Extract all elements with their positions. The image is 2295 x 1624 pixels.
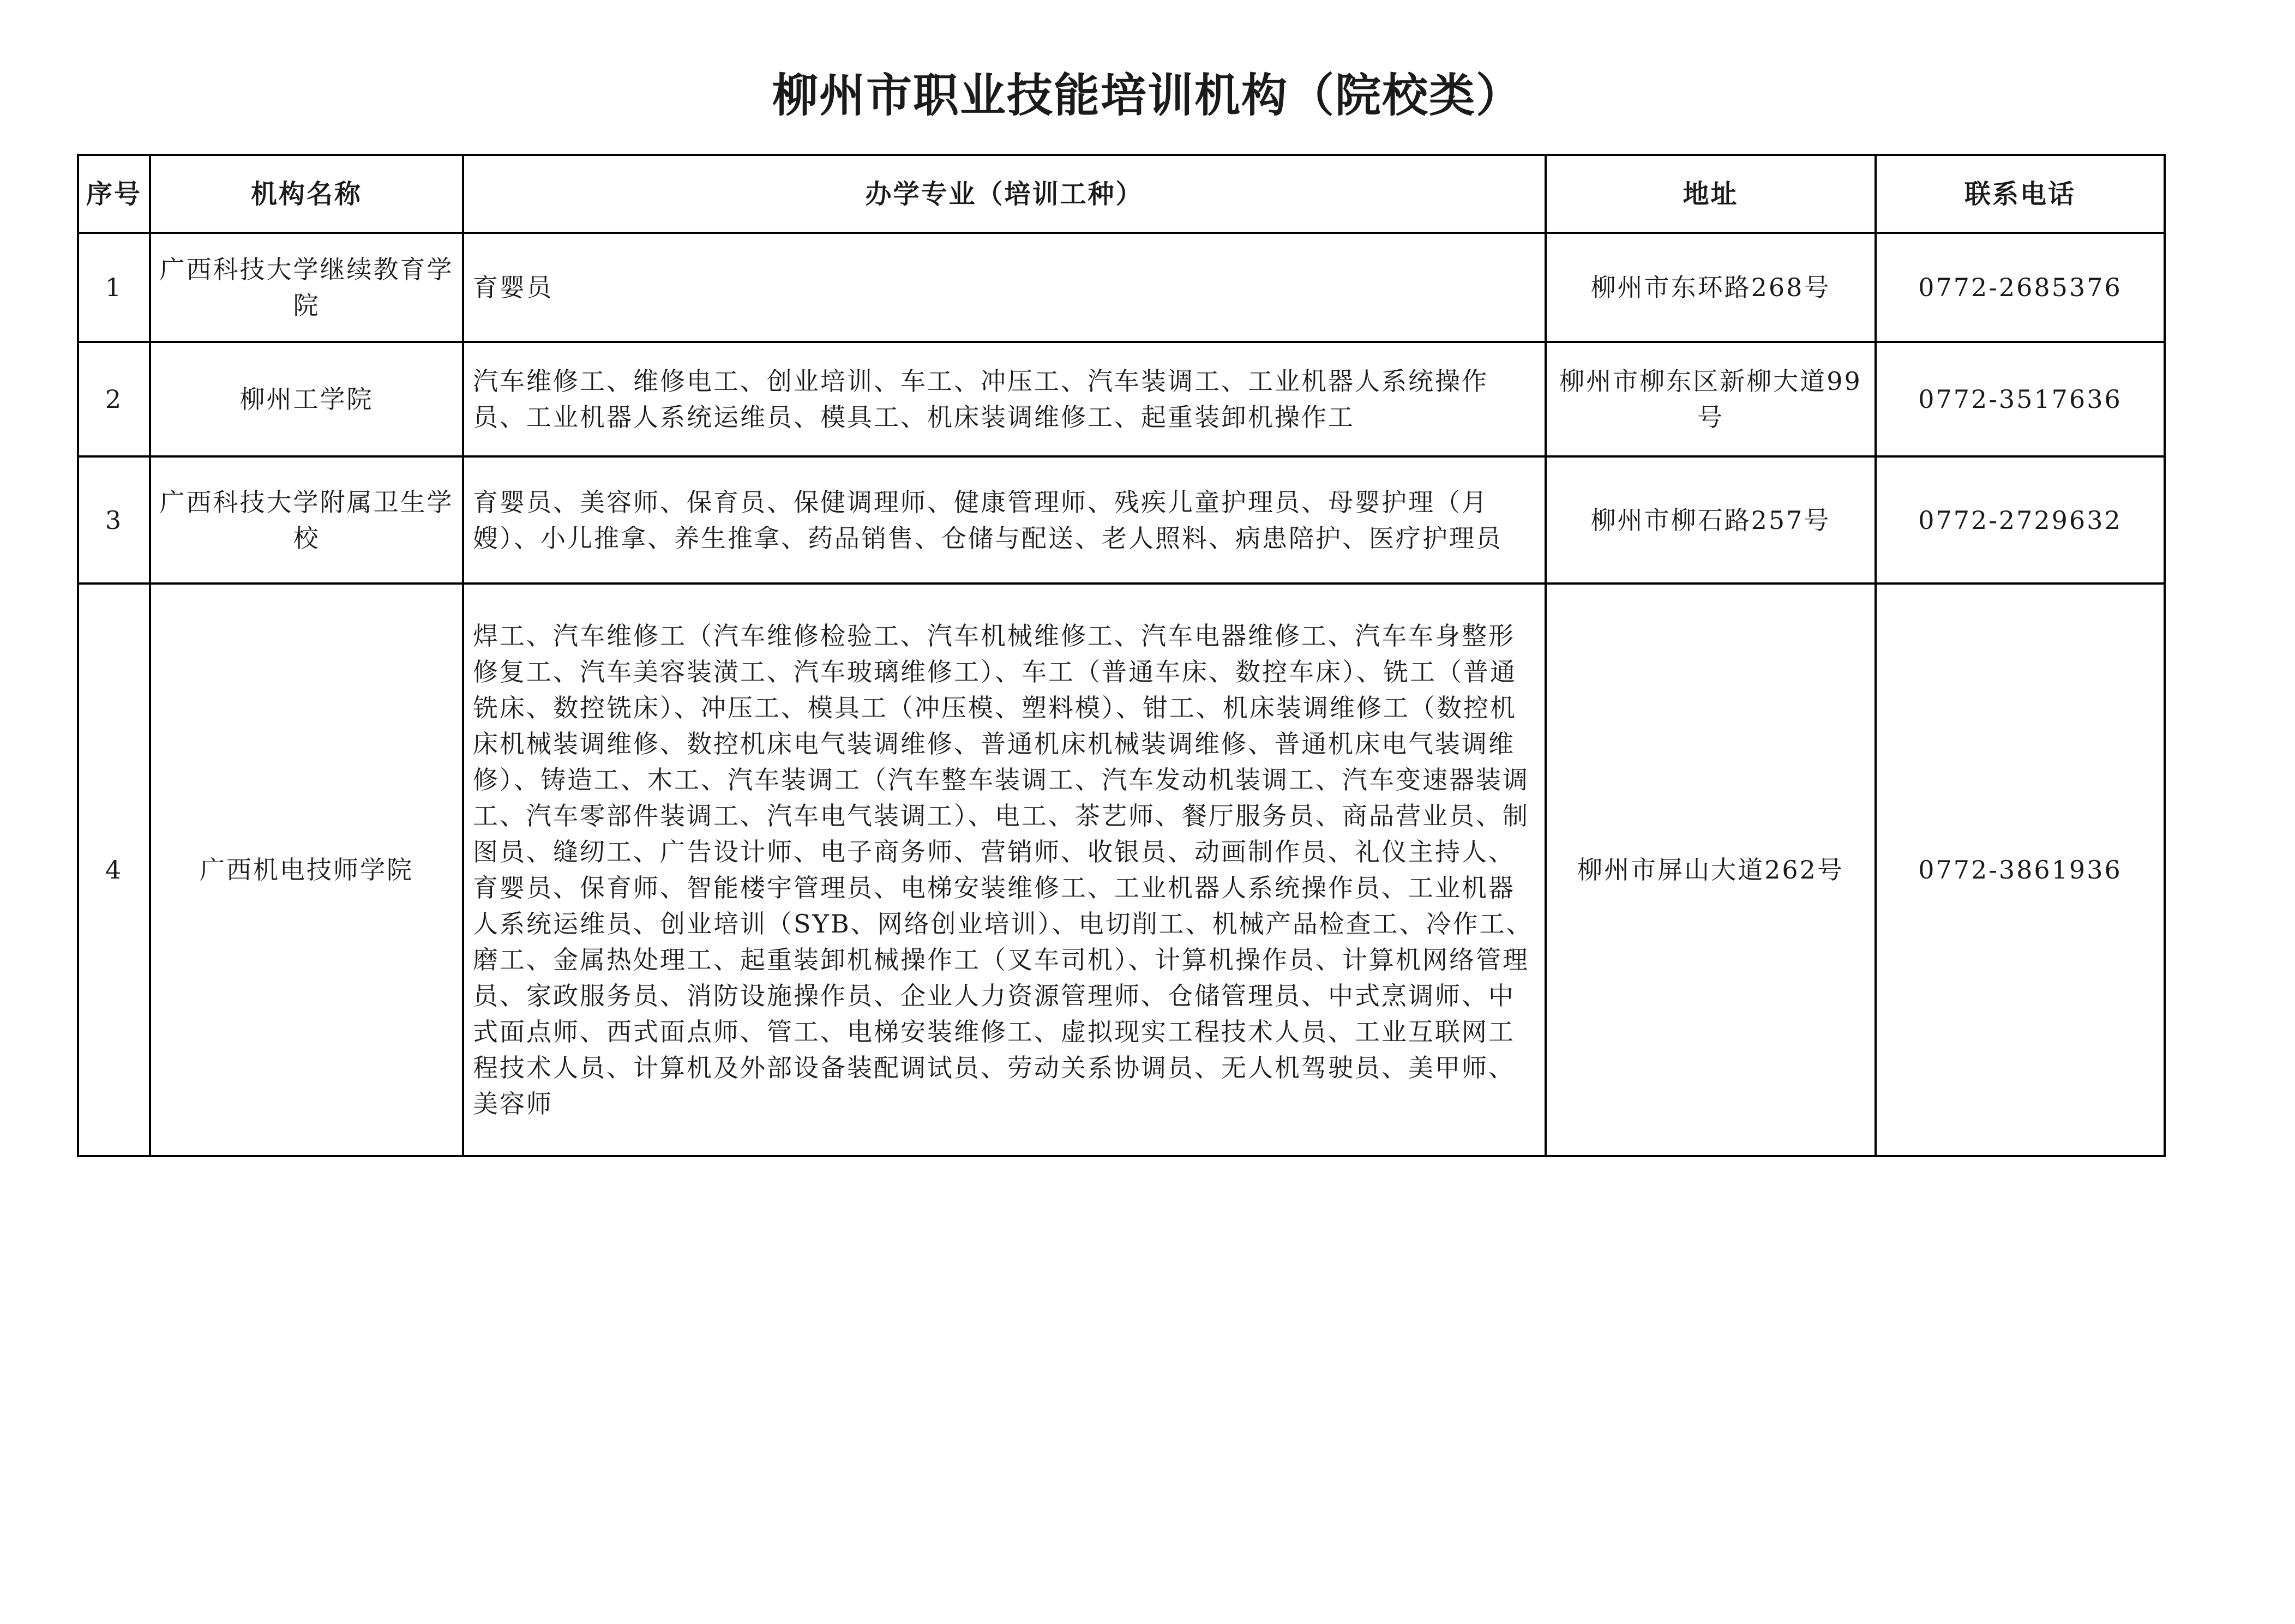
page-title: 柳州市职业技能培训机构（院校类） <box>772 69 1523 122</box>
row-address: 柳州市屏山大道262号 <box>1546 584 1876 1156</box>
table-header-row <box>78 155 2165 233</box>
row-majors: 育婴员、美容师、保育员、保健调理师、健康管理师、残疾儿童护理员、母婴护理（月嫂）、小儿推拿、养生推拿、药品销售、仓储与配送、老人照料、病患陪护、医疗护理员 <box>463 456 1546 584</box>
row-majors: 育婴员 <box>463 233 1546 342</box>
table-row <box>78 456 2165 584</box>
header-name: 机构名称 <box>150 155 463 233</box>
table-row <box>78 342 2165 456</box>
header-address: 地址 <box>1546 155 1876 233</box>
institution-table <box>77 154 2166 1157</box>
row-phone: 0772-2685376 <box>1876 233 2165 342</box>
row-name: 广西科技大学附属卫生学校 <box>150 456 463 584</box>
row-address: 柳州市柳东区新柳大道99号 <box>1546 342 1876 456</box>
row-phone: 0772-3517636 <box>1876 342 2165 456</box>
row-seq: 2 <box>78 342 150 456</box>
header-phone: 联系电话 <box>1876 155 2165 233</box>
row-seq: 3 <box>78 456 150 584</box>
table-row <box>78 584 2165 1156</box>
row-address: 柳州市柳石路257号 <box>1546 456 1876 584</box>
row-phone: 0772-2729632 <box>1876 456 2165 584</box>
row-name: 柳州工学院 <box>150 342 463 456</box>
row-name: 广西机电技师学院 <box>150 584 463 1156</box>
row-name: 广西科技大学继续教育学院 <box>150 233 463 342</box>
row-phone: 0772-3861936 <box>1876 584 2165 1156</box>
row-majors: 汽车维修工、维修电工、创业培训、车工、冲压工、汽车装调工、工业机器人系统操作员、工业机器人系统运维员、模具工、机床装调维修工、起重装卸机操作工 <box>463 342 1546 456</box>
header-majors: 办学专业（培训工种） <box>463 155 1546 233</box>
row-seq: 4 <box>78 584 150 1156</box>
row-majors: 焊工、汽车维修工（汽车维修检验工、汽车机械维修工、汽车电器维修工、汽车车身整形修复工、汽车美容装潢工、汽车玻璃维修工）、车工（普通车床、数控车床）、铣工（普通铣床、数控铣床）、冲压工、模具工（冲压模、塑料模）、钳工、机床装调维修工（数控机床机械装调维修、数控机床电气装调维修、普通机床机械装调维修、普通机床电气装调维修）、铸造工、木工、汽车装调工（汽车整车装调工、汽车发动机装调工、汽车变速器装调工、汽车零部件装调工、汽车电气装调工）、电工、茶艺师、餐厅服务员、商品营业员、制图员、缝纫工、广告设计师、电子商务师、营销师、收银员、动画制作员、礼仪主持人、育婴员、保育师、智能楼宇管理员、电梯安装维修工、工业机器人系统操作员、工业机器人系统运维员、创业培训（SYB、网络创业培训）、电切削工、机械产品检查工、冷作工、磨工、金属热处理工、起重装卸机械操作工（叉车司机）、计算机操作员、计算机网络管理员、家政服务员、消防设施操作员、企业人力资源管理师、仓储管理员、中式烹调师、中式面点师、西式面点师、管工、电梯安装维修工、虚拟现实工程技术人员、工业互联网工程技术人员、计算机及外部设备装配调试员、劳动关系协调员、无人机驾驶员、美甲师、美容师 <box>463 584 1546 1156</box>
row-address: 柳州市东环路268号 <box>1546 233 1876 342</box>
table-row <box>78 233 2165 342</box>
row-seq: 1 <box>78 233 150 342</box>
header-seq: 序号 <box>78 155 150 233</box>
